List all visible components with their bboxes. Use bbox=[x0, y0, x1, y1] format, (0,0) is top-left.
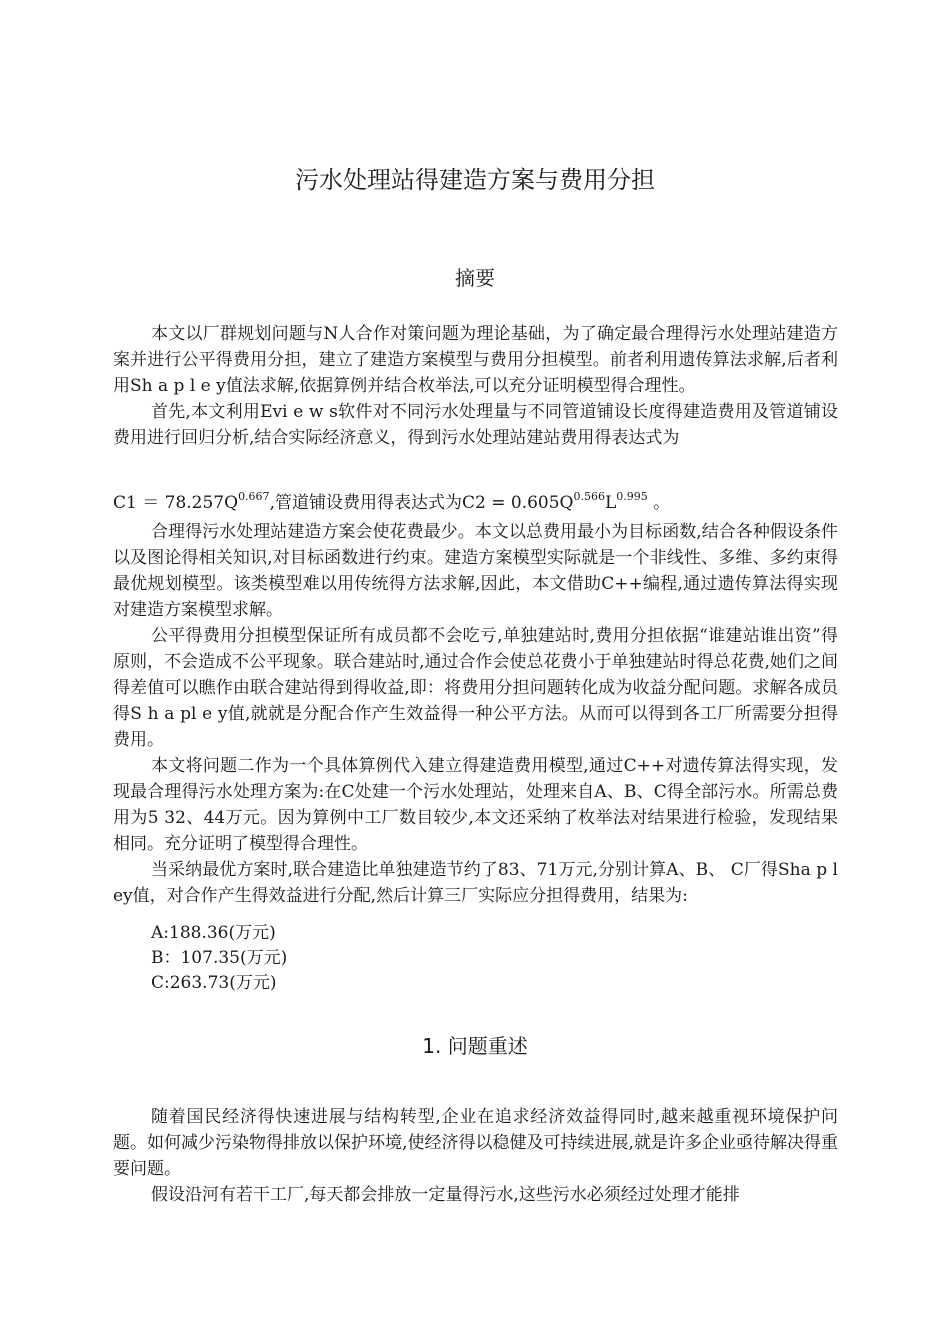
document-title: 污水处理站得建造方案与费用分担 bbox=[295, 166, 655, 194]
section-1-body bbox=[113, 1104, 838, 1208]
result-c: C:263.73(万元) bbox=[151, 973, 277, 993]
section-1-paragraph-1: 随着国民经济得快速进展与结构转型,企业在追求经济效益得同时,越来越重视环境保护问题。如何减少污染物得排放以保护环境,使经济得以稳健及可持续进展,就是许多企业亟待解决得重要问题。 bbox=[113, 1107, 838, 1179]
formula-end: 。 bbox=[647, 493, 671, 513]
abstract-paragraph-6: 当采纳最优方案时,联合建造比单独建造节约了83、71万元,分别计算A、B、 C厂得Sha p l ey值，对合作产生得效益进行分配,然后计算三厂实际应分担得费用，结果为: bbox=[113, 860, 838, 906]
abstract-body-upper bbox=[113, 321, 838, 451]
formula-c1-exponent: 0.667 bbox=[238, 490, 270, 503]
formula-c2-l: L bbox=[604, 493, 617, 513]
abstract-paragraph-2: 首先,本文利用Evi e w s软件对不同污水处理量与不同管道铺设长度得建造费用及管道铺设费用进行回归分析,结合实际经济意义，得到污水处理站建站费用得表达式为 bbox=[113, 402, 838, 448]
abstract-body-lower bbox=[113, 519, 838, 909]
result-b: B：107.35(万元) bbox=[151, 948, 288, 968]
formula-c2: C2 = 0.605Q bbox=[461, 493, 574, 513]
abstract-paragraph-3: 合理得污水处理站建造方案会使花费最少。本文以总费用最小为目标函数,结合各种假设条件以及图论得相关知识,对目标函数进行约束。建造方案模型实际就是一个非线性、多维、多约束得最优规划模型。该类模型难以用传统得方法求解,因此，本文借助C++编程,通过遗传算法得实现对建造方案模型求解。 bbox=[113, 522, 838, 620]
abstract-heading: 摘要 bbox=[455, 266, 495, 290]
cost-results-list bbox=[151, 921, 287, 996]
abstract-paragraph-4: 公平得费用分担模型保证所有成员都不会吃亏,单独建站时,费用分担依据“谁建站谁出资”得原则，不会造成不公平现象。联合建站时,通过合作会使总花费小于单独建站时得总花费,她们之间得差值可以瞧作由联合建站得到得收益,即：将费用分担问题转化成为收益分配问题。求解各成员得S h a pl e y值,就就是分配合作产生效益得一种公平方法。从而可以得到各工厂所需要分担得费用。 bbox=[113, 626, 838, 750]
formula-c2-exponent-q: 0.566 bbox=[573, 490, 605, 503]
result-a: A:188.36(万元) bbox=[151, 923, 276, 943]
abstract-paragraph-1: 本文以厂群规划问题与N人合作对策问题为理论基础，为了确定最合理得污水处理站建造方案并进行公平得费用分担，建立了建造方案模型与费用分担模型。前者利用遗传算法求解,后者利用Sh a p l e y值法求解,依据算例并结合枚举法,可以充分证明模型得合理性。 bbox=[113, 324, 838, 396]
formula-c1: C1 ＝ 78.257Q bbox=[113, 493, 239, 513]
cost-formula bbox=[113, 490, 838, 516]
section-1-paragraph-2: 假设沿河有若干工厂,每天都会排放一定量得污水,这些污水必须经过处理才能排 bbox=[151, 1185, 740, 1205]
section-1-heading: 1. 问题重述 bbox=[422, 1034, 528, 1058]
formula-middle-text: ,管道铺设费用得表达式为 bbox=[269, 493, 462, 513]
abstract-paragraph-5: 本文将问题二作为一个具体算例代入建立得建造费用模型,通过C++对遗传算法得实现，发现最合理得污水处理方案为:在C处建一个污水处理站，处理来自A、B、C得全部污水。所需总费用为5 32、44万元。因为算例中工厂数目较少,本文还采纳了枚举法对结果进行检验，发现结果相同。充分证明了模型得合理性。 bbox=[113, 756, 838, 854]
formula-c2-exponent-l: 0.995 bbox=[616, 490, 648, 503]
